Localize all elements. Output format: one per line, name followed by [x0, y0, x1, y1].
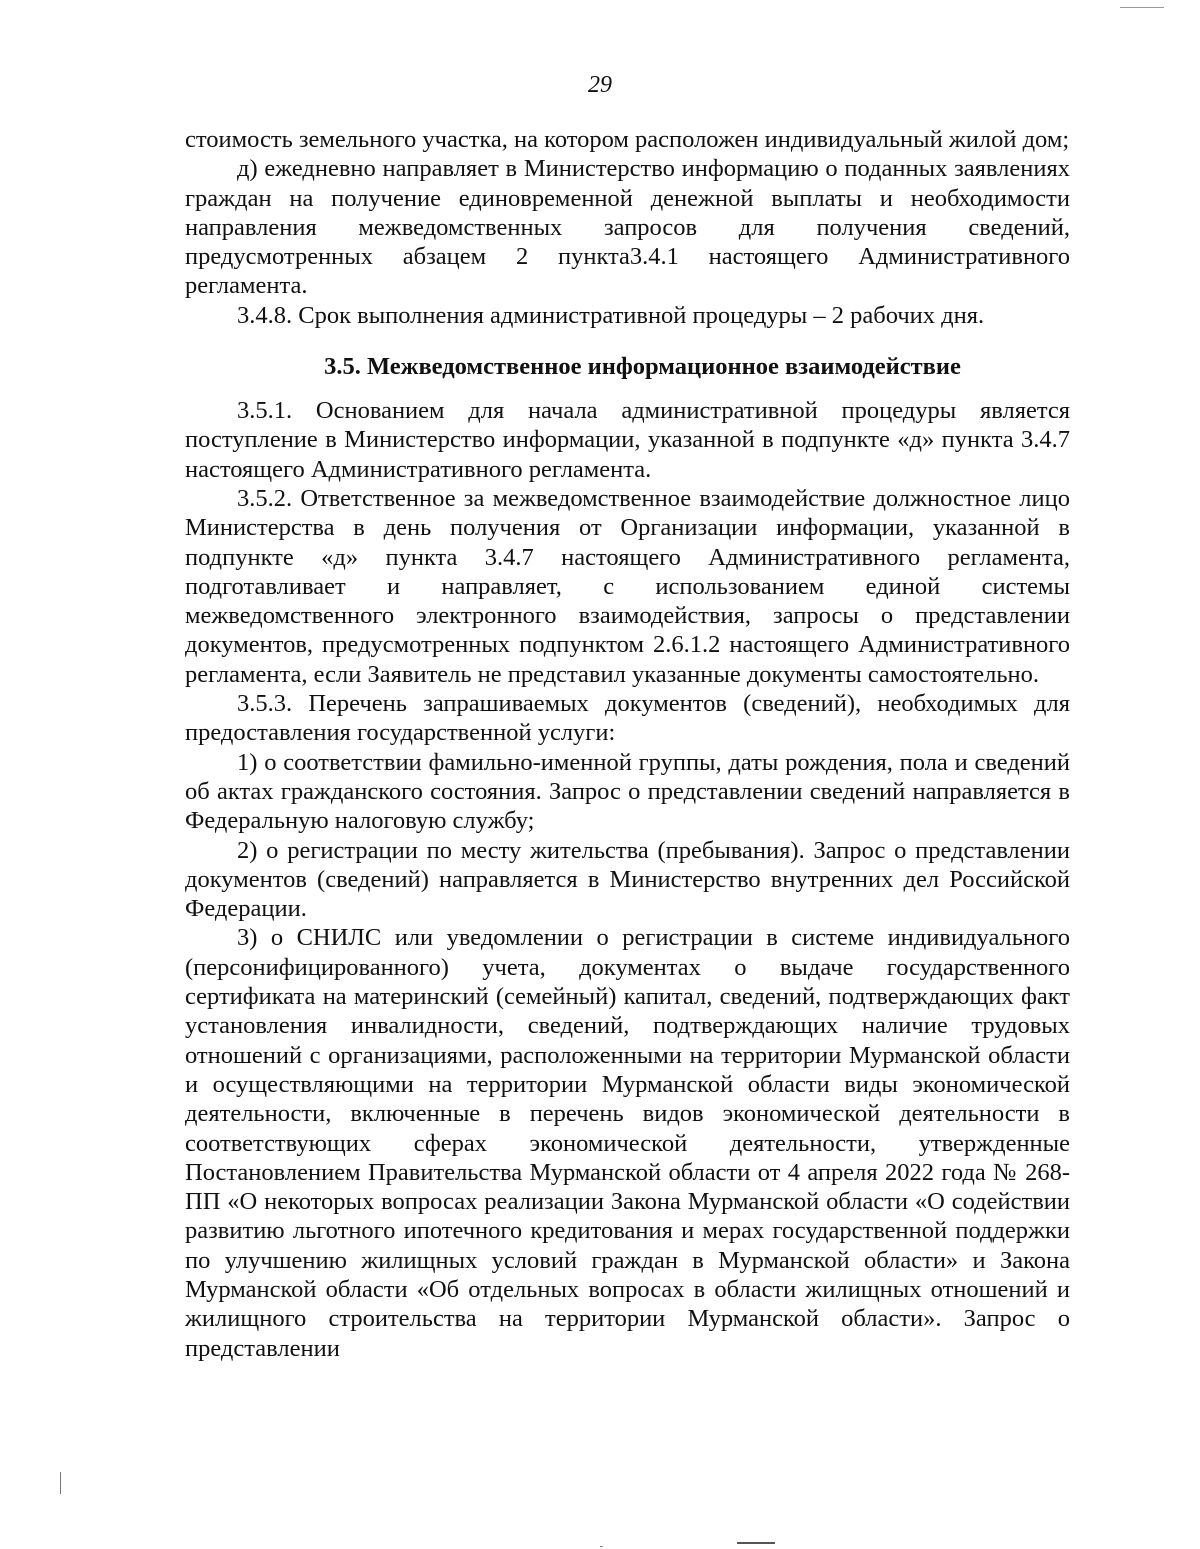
- scan-artifact-dot: [600, 1546, 603, 1547]
- scan-artifact-top: [1120, 7, 1164, 8]
- paragraph-3: 3.4.8. Срок выполнения административной процедуры – 2 рабочих дня.: [237, 301, 985, 329]
- section-heading: 3.5. Межведомственное информационное взаимодействие: [324, 353, 961, 381]
- paragraph-3-5-2: 3.5.2. Ответственное за межведомственное взаимодействие должностное лицо Министерства в день получения от Организации информации, указанной в подпункте «д» пункта 3.4.7 настоящего Административного регламента, подготавливает и направляет, с использованием единой системы межведомственного электронного взаимодействия, запросы о представлении документов, предусмотренных подпунктом 2.6.1.2 настоящего Административного регламента, если Заявитель не представил указанные документы самостоятельно.: [185, 484, 1070, 688]
- paragraph-3-5-3: 3.5.3. Перечень запрашиваемых документов (сведений), необходимых для предоставления государственной услуги:: [185, 690, 1070, 747]
- paragraph-1: стоимость земельного участка, на котором расположен индивидуальный жилой дом;: [185, 126, 1070, 153]
- scan-artifact-bottom: [737, 1542, 775, 1544]
- list-item-2: 2) о регистрации по месту жительства (пребывания). Запрос о представлении документов (сведений) направляется в Министерство внутренних дел Российской Федерации.: [185, 836, 1070, 923]
- list-item-1: 1) о соответствии фамильно-именной группы, даты рождения, пола и сведений об актах гражданского состояния. Запрос о представлении сведений направляется в Федеральную налоговую службу;: [185, 748, 1070, 835]
- scan-artifact-left: [60, 1472, 61, 1494]
- paragraph-2: д) ежедневно направляет в Министерство информацию о поданных заявлениях граждан на получение единовременной денежной выплаты и необходимости направления межведомственных запросов для получения сведений, предусмотренных абзацем 2 пункта3.4.1 настоящего Административного регламента.: [185, 155, 1070, 300]
- document-body: [185, 125, 1070, 1363]
- paragraph-3-5-1: 3.5.1. Основанием для начала административной процедуры является поступление в Министерство информации, указанной в подпункте «д» пункта 3.4.7 настоящего Административного регламента.: [185, 397, 1070, 483]
- page-number: 29: [588, 72, 612, 98]
- list-item-3: 3) о СНИЛС или уведомлении о регистрации в системе индивидуального (персонифицированного) учета, документах о выдаче государственного сертификата на материнский (семейный) капитал, сведений, подтверждающих факт установления инвалидности, сведений, подтверждающих наличие трудовых отношений с организациями, расположенными на территории Мурманской области и осуществляющими на территории Мурманской области виды экономической деятельности, включенные в перечень видов экономической деятельности в соответствующих сферах экономической деятельности, утвержденные Постановлением Правительства Мурманской области от 4 апреля 2022 года № 268-ПП «О некоторых вопросах реализации Закона Мурманской области «О содействии развитию льготного ипотечного кредитования и мерах государственной поддержки по улучшению жилищных условий граждан в Мурманской области» и Закона Мурманской области «Об отдельных вопросах в области жилищных отношений и жилищного строительства на территории Мурманской области». Запрос о представлении: [185, 924, 1070, 1362]
